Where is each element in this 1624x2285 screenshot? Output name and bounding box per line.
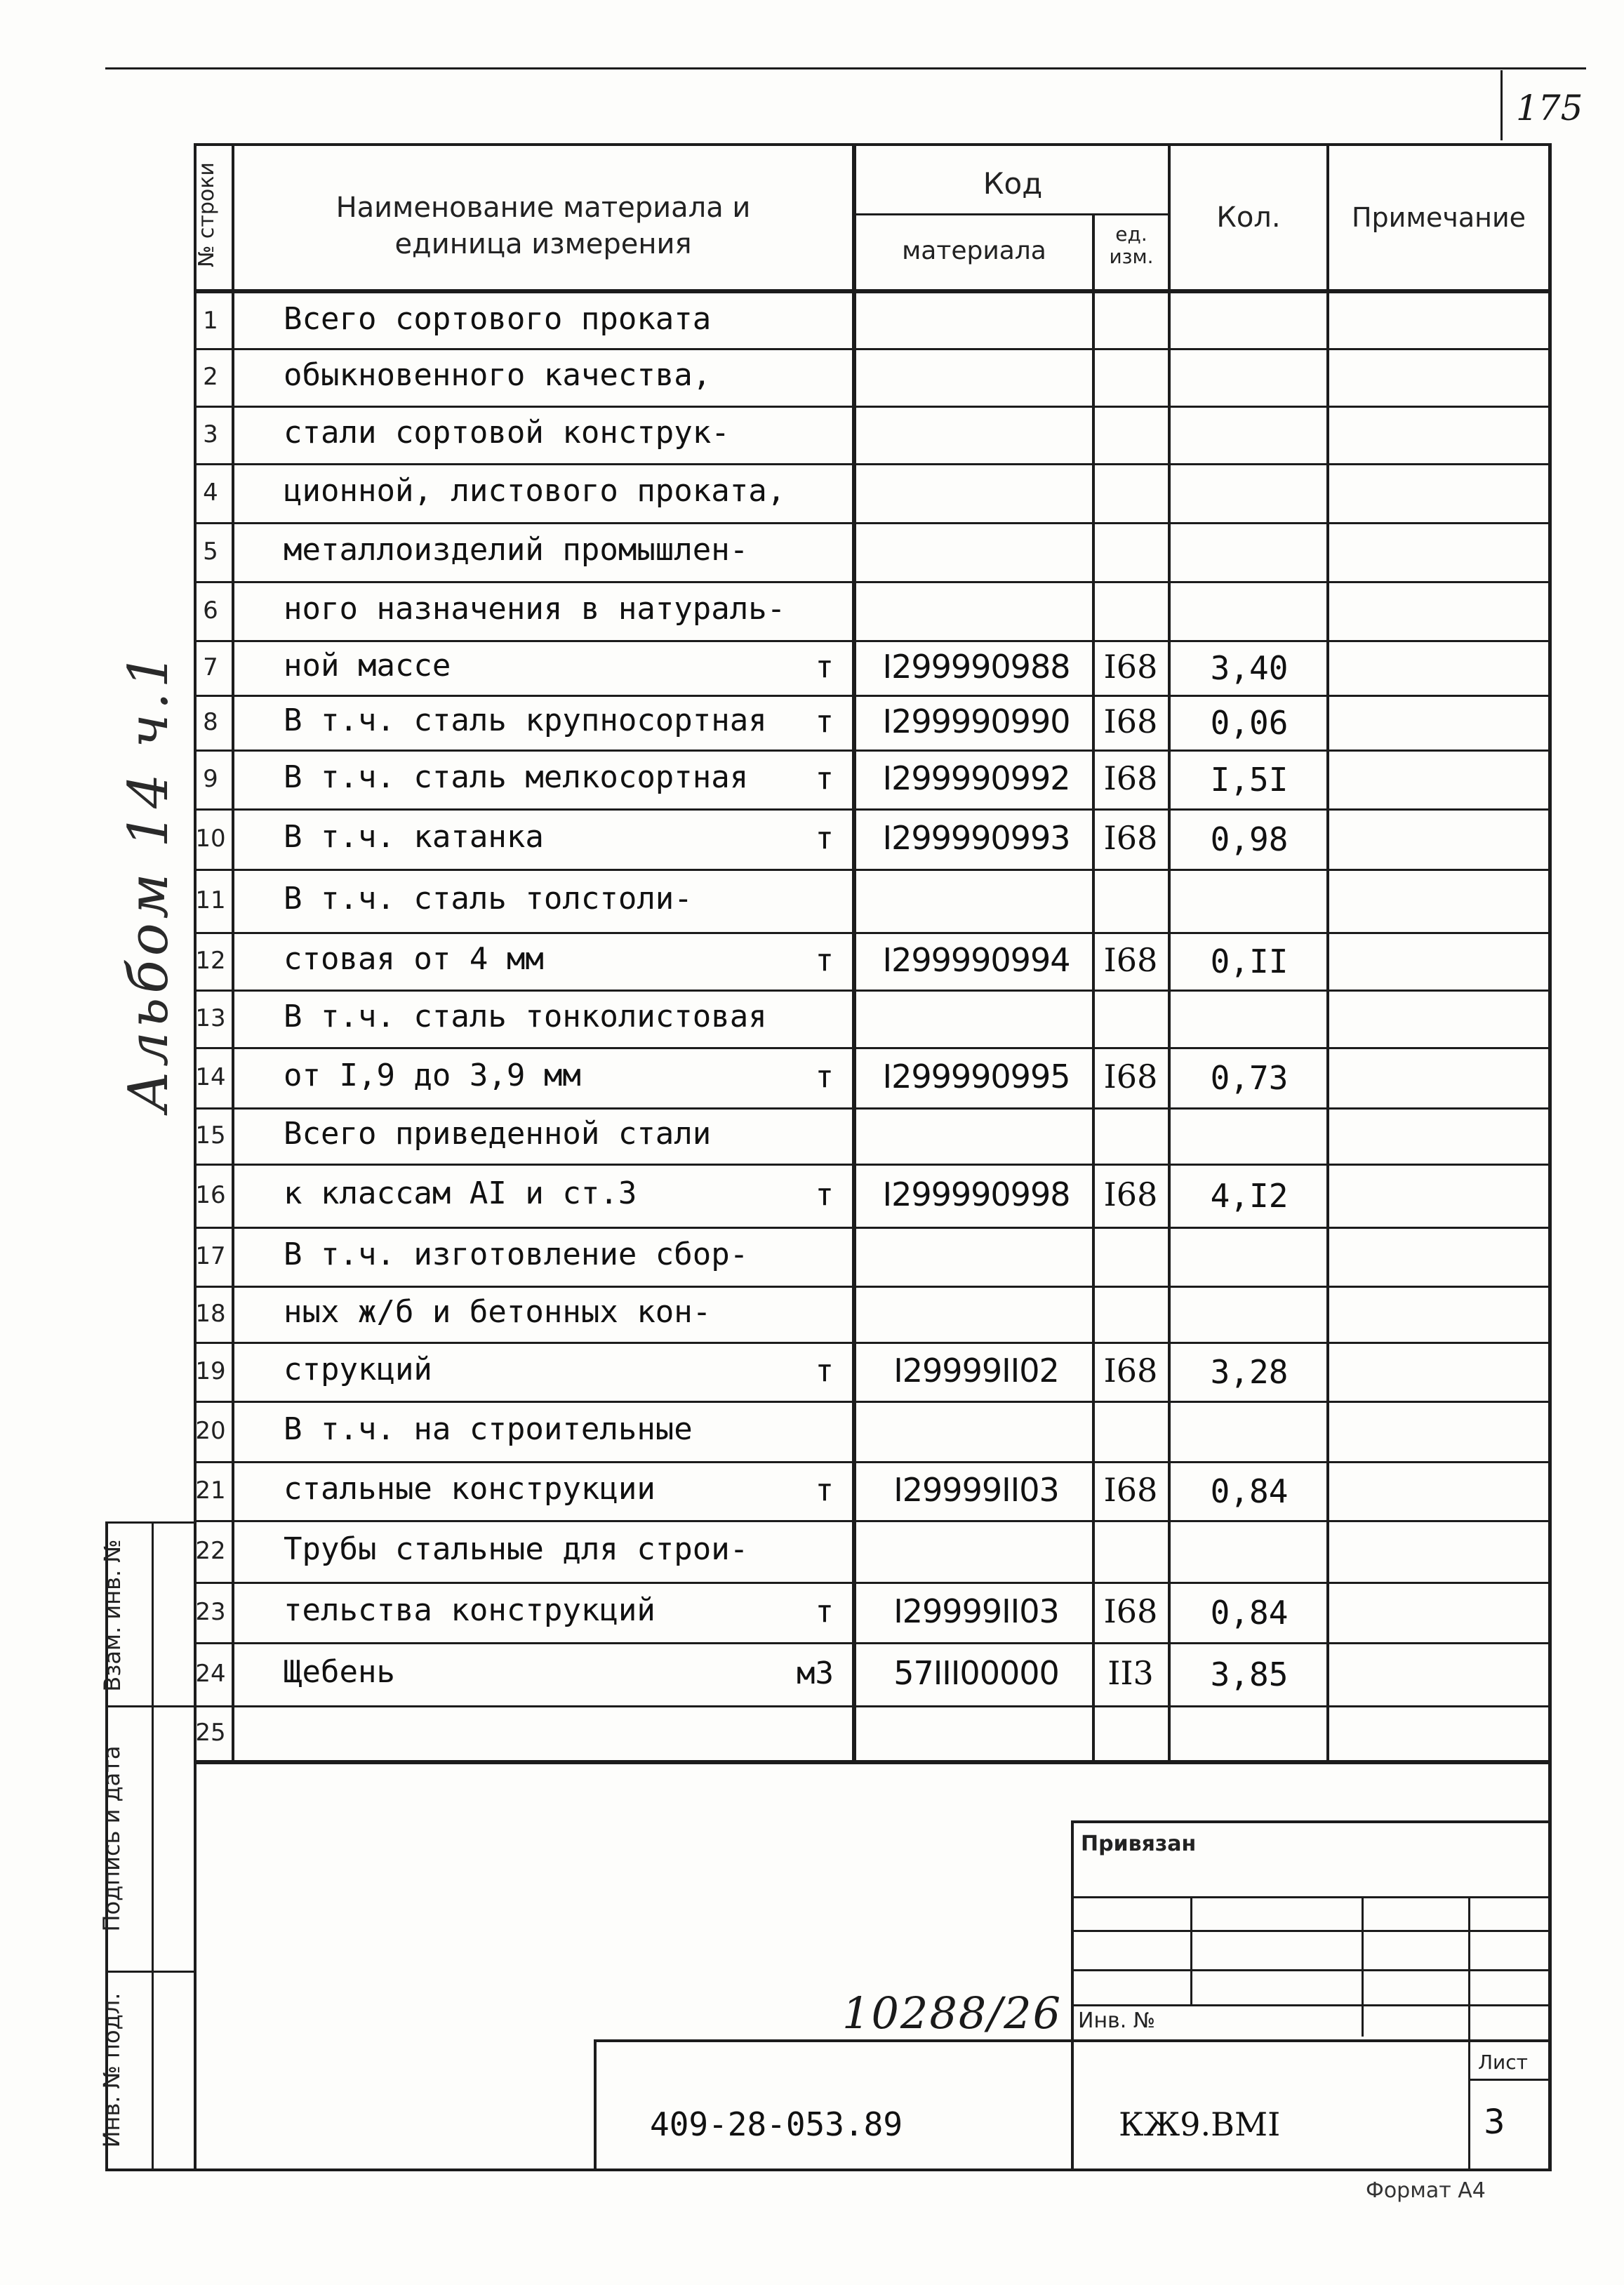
side-stamp-top [105,1521,195,1524]
material-code: 57III00000 [893,1654,1059,1692]
linked-label: Привязан [1081,1832,1197,1856]
table-top-line [194,143,1552,146]
material-name: В т.ч. сталь крупносортная [284,702,767,738]
unit-of-measure: т [815,1353,834,1389]
sheet-number: 3 [1484,2103,1505,2142]
material-code: I299990988 [882,648,1070,686]
material-code: I299990994 [882,941,1070,979]
quantity: 0,84 [1210,1594,1289,1632]
material-name: от I,9 до 3,9 мм [284,1058,581,1093]
col-line-rownum [232,143,234,1761]
unit-of-measure: т [815,649,834,685]
material-code: I299990990 [882,702,1070,740]
col-line-code [1092,213,1095,1761]
row-number: 15 [195,1121,226,1150]
quantity: 3,28 [1210,1353,1289,1391]
unit-of-measure: т [815,820,834,856]
quantity: 0,98 [1210,820,1289,858]
tb-left-line [1071,1820,1074,2171]
row-number: 21 [195,1477,226,1505]
material-name: ного назначения в натураль- [284,591,786,627]
row-number: 19 [195,1357,226,1385]
tb-grid-v2 [1362,1896,1364,2037]
document-part: КЖ9.ВМI [1119,2105,1281,2143]
format-label: Формат А4 [1366,2178,1486,2203]
row-number: 9 [203,765,218,793]
row-number: 4 [203,479,218,507]
material-code: I299990995 [882,1058,1070,1095]
col-line-left [194,143,197,2171]
row-number: 6 [203,597,218,625]
unit-of-measure: т [815,1472,834,1508]
note-cell [1331,522,1547,581]
sheet-number-divider [1500,70,1503,140]
tb-main-top [594,2039,1552,2042]
row-number: 25 [195,1719,226,1747]
note-cell [1331,990,1547,1047]
header-note: Примечание [1351,202,1526,233]
note-cell [1331,1227,1547,1286]
unit-code: I68 [1103,819,1158,857]
unit-of-measure: т [815,761,834,797]
unit-code: I68 [1103,1471,1158,1509]
header-name: Наименование материала и единица измерения [335,192,751,260]
material-code: I299990998 [882,1175,1070,1213]
quantity: 0,73 [1210,1059,1289,1097]
table-bottom-line [194,1760,1552,1764]
side-stamp-div-1 [105,1705,195,1707]
row-number: 22 [195,1537,226,1565]
note-cell [1331,1401,1547,1461]
row-number: 17 [195,1242,226,1270]
unit-code: I68 [1103,1175,1158,1213]
material-code: I299990992 [882,759,1070,797]
note-cell [1331,1520,1547,1582]
material-name: стальные конструкции [284,1471,655,1507]
note-cell [1331,581,1547,640]
material-name: В т.ч. сталь тонколистовая [284,999,767,1034]
material-name: тельства конструкций [284,1592,655,1628]
note-cell [1331,932,1547,990]
row-number: 10 [195,825,226,853]
tb-grid-v1 [1190,1896,1192,2004]
material-name: В т.ч. на строительные [284,1411,693,1447]
material-name: Всего приведенной стали [284,1116,712,1152]
row-number: 20 [195,1417,226,1445]
document-code: 409-28-053.89 [650,2105,903,2143]
unit-code: I68 [1103,941,1158,979]
note-cell [1331,1705,1547,1760]
header-code: Код [983,166,1043,201]
material-name: В т.ч. сталь толстоли- [284,881,693,917]
code-subheader-line [855,213,1169,215]
row-number: 24 [195,1660,226,1688]
row-number: 16 [195,1181,226,1209]
tb-grid-h4 [1071,2004,1552,2006]
unit-code: I68 [1103,759,1158,797]
unit-code: I68 [1103,648,1158,686]
inv-label: Инв. № [1078,2008,1156,2033]
material-name: В т.ч. сталь мелкосортная [284,759,749,795]
note-cell [1331,348,1547,406]
note-cell [1331,808,1547,869]
row-number: 1 [203,307,218,335]
unit-of-measure: т [815,1594,834,1630]
material-name: В т.ч. изготовление сбор- [284,1237,749,1272]
row-number: 8 [203,708,218,736]
note-cell [1331,640,1547,695]
material-name: Трубы стальные для строи- [284,1531,749,1567]
row-number: 18 [195,1300,226,1328]
material-name: Всего сортового проката [284,301,712,337]
quantity: 3,85 [1210,1656,1289,1693]
unit-code: I68 [1103,1352,1158,1390]
material-name: металлоизделий промышлен- [284,532,749,568]
original-inv-label: Инв. № подл. [98,1992,125,2148]
tb-grid-h1 [1071,1896,1552,1898]
row-number: 14 [195,1063,226,1091]
row-number: 13 [195,1004,226,1032]
note-cell [1331,1461,1547,1520]
note-cell [1331,406,1547,463]
unit-of-measure: т [815,942,834,978]
row-number: 7 [203,653,218,681]
row-number: 5 [203,538,218,566]
album-handwritten-note: Альбом 14 ч.1 [117,648,180,1112]
top-border-line [105,67,1586,69]
tb-grid-h3 [1071,1969,1552,1971]
col-line-qty [1326,143,1329,1761]
note-cell [1331,463,1547,522]
sheet-handwritten-number: 175 [1516,88,1583,128]
header-row-number: № строки [194,162,219,267]
note-cell [1331,750,1547,808]
row-number: 3 [203,420,218,448]
material-code: I29999II02 [893,1352,1059,1390]
note-cell [1331,1342,1547,1401]
unit-of-measure: т [815,1177,834,1213]
material-name: ной массе [284,648,451,684]
note-cell [1331,695,1547,750]
row-number: 11 [195,886,226,914]
unit-code: I68 [1103,1592,1158,1630]
material-name: струкций [284,1352,432,1387]
note-cell [1331,1286,1547,1342]
unit-of-measure: т [815,1059,834,1095]
col-line-right [1548,143,1552,2171]
note-cell [1331,1164,1547,1227]
material-code: I29999II03 [893,1471,1059,1509]
material-name: обыкновенного качества, [284,357,712,393]
tb-main-left [594,2039,597,2171]
quantity: 4,I2 [1210,1177,1289,1215]
header-material-code: материала [902,237,1046,265]
header-quantity: Кол. [1216,201,1281,234]
material-code: I29999II03 [893,1592,1059,1630]
sheet-label: Лист [1478,2051,1528,2074]
replaced-inv-label: Взам. инв. № [99,1539,126,1692]
note-cell [1331,293,1547,348]
material-name: В т.ч. катанка [284,819,544,855]
quantity: I,5I [1210,761,1289,799]
signature-date-label: Подпись и дата [98,1745,125,1932]
unit-of-measure: м3 [797,1656,834,1691]
note-cell [1331,1582,1547,1642]
row-number: 23 [195,1598,226,1626]
material-name: ных ж/б и бетонных кон- [284,1294,712,1330]
header-unit-code: ед. изм. [1109,222,1154,268]
note-cell [1331,1047,1547,1107]
row-number: 12 [195,947,226,975]
unit-code: I68 [1103,1058,1158,1095]
sheet-bottom-line [105,2169,1552,2171]
tb-grid-h2 [1071,1930,1552,1932]
material-name: Щебень [284,1654,395,1690]
col-line-name [852,143,856,1761]
note-cell [1331,1642,1547,1705]
tb-grid-v3 [1468,1896,1470,2171]
material-name: к классам АI и ст.3 [284,1175,637,1211]
side-stamp-inner [152,1521,154,2171]
row-number: 2 [203,363,218,391]
handwritten-inv-number: 10288/26 [842,1987,1063,2039]
material-code: I299990993 [882,819,1070,857]
tb-sheet-label-line [1468,2079,1552,2081]
unit-code: II3 [1107,1654,1154,1692]
tb-linked-top [1071,1820,1552,1823]
material-name: ционной, листового проката, [284,473,786,509]
note-cell [1331,869,1547,932]
material-name: стовая от 4 мм [284,941,544,977]
quantity: 0,06 [1210,704,1289,742]
quantity: 3,40 [1210,649,1289,687]
quantity: 0,84 [1210,1472,1289,1510]
unit-code: I68 [1103,702,1158,740]
quantity: 0,II [1210,942,1289,980]
note-cell [1331,1107,1547,1164]
material-name: стали сортовой конструк- [284,415,730,451]
unit-of-measure: т [815,704,834,740]
